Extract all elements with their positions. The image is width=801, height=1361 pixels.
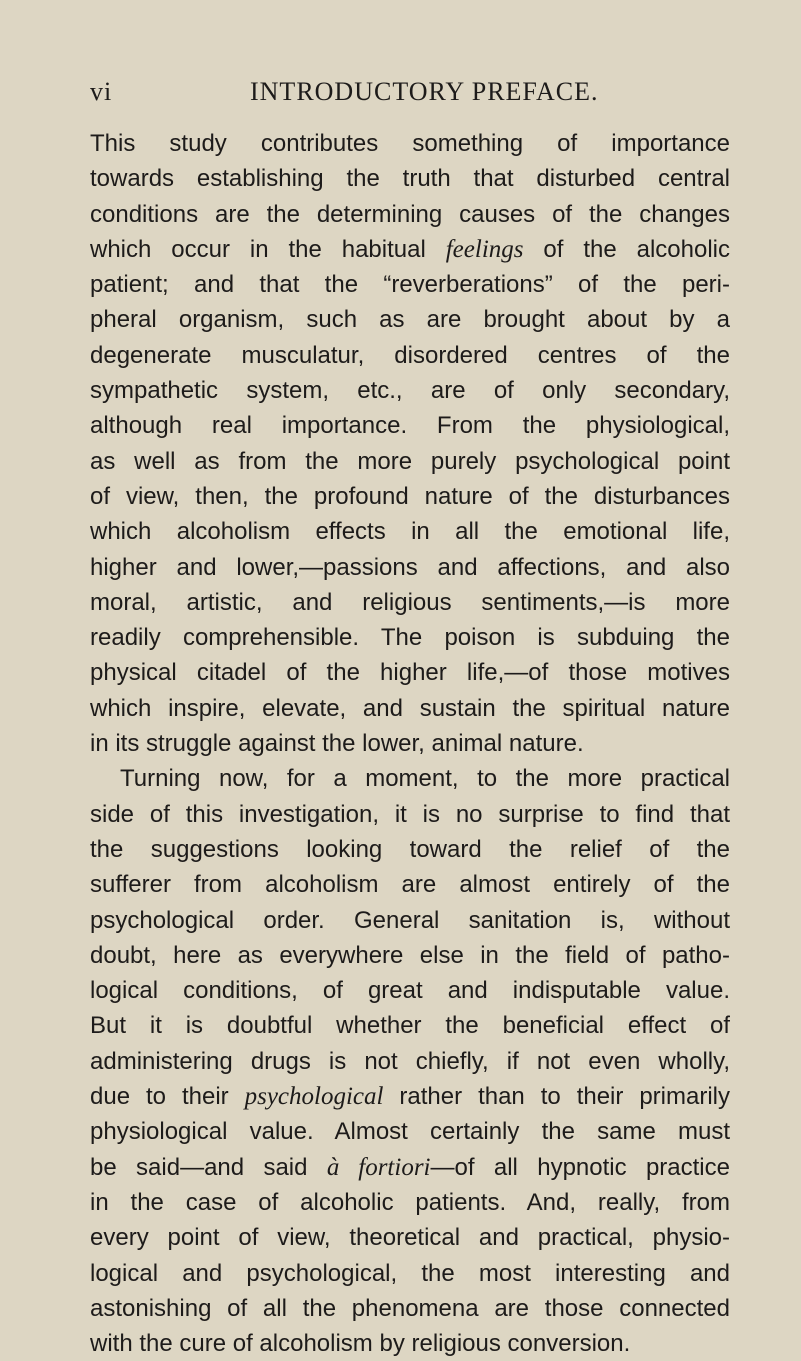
text-line bbox=[90, 938, 730, 973]
text-segment: patient; and that the “reverberations” of the peri- bbox=[90, 271, 730, 299]
text-line bbox=[90, 1185, 730, 1220]
text-segment: degenerate musculatur, disordered centres of the bbox=[90, 341, 730, 369]
text-line bbox=[90, 373, 730, 408]
text-segment: due to their bbox=[90, 1083, 245, 1111]
text-segment: logical conditions, of great and indisputable value. bbox=[90, 977, 730, 1005]
text-segment: of the alcoholic bbox=[523, 235, 730, 263]
text-line bbox=[90, 903, 730, 938]
text-segment: This study contributes something of importance bbox=[90, 130, 730, 157]
text-line bbox=[90, 232, 730, 267]
text-line bbox=[90, 550, 730, 585]
text-segment: rather than to their primarily bbox=[383, 1083, 730, 1111]
text-line bbox=[90, 726, 730, 761]
italic-text: à fortiori bbox=[326, 1153, 431, 1181]
text-line bbox=[90, 1044, 730, 1079]
text-segment: side of this investigation, it is no surprise to find that bbox=[90, 800, 730, 828]
text-line bbox=[90, 1326, 730, 1361]
text-segment: every point of view, theoretical and practical, physio- bbox=[90, 1224, 730, 1252]
text-segment: be said—and said bbox=[90, 1153, 327, 1181]
text-line bbox=[90, 655, 730, 690]
text-line bbox=[90, 197, 730, 232]
text-line bbox=[90, 867, 730, 902]
text-line bbox=[90, 267, 730, 302]
text-segment: higher and lower,—passions and affections, and also bbox=[90, 553, 730, 581]
text-segment: administering drugs is not chiefly, if not even wholly, bbox=[90, 1047, 730, 1075]
text-segment: pheral organism, such as are brought about by a bbox=[90, 306, 730, 334]
page-number: vi bbox=[90, 77, 113, 106]
text-line bbox=[90, 797, 730, 832]
text-line bbox=[90, 479, 730, 514]
text-segment: which occur in the habitual bbox=[90, 235, 446, 263]
text-line bbox=[90, 691, 730, 726]
text-segment: physiological value. Almost certainly the same must bbox=[90, 1118, 730, 1146]
running-head bbox=[90, 77, 730, 109]
text-segment: readily comprehensible. The poison is subduing the bbox=[90, 624, 730, 652]
text-segment: as well as from the more purely psychological point bbox=[90, 447, 730, 475]
text-segment: the suggestions looking toward the relief of the bbox=[90, 835, 730, 863]
running-title: INTRODUCTORY PREFACE. bbox=[250, 77, 599, 106]
italic-text: psychological bbox=[244, 1083, 384, 1111]
text-segment: Turning now, for a moment, to the more practical bbox=[120, 765, 730, 793]
text-line bbox=[90, 1150, 730, 1185]
text-line bbox=[90, 832, 730, 867]
text-line bbox=[90, 761, 730, 796]
text-segment: sympathetic system, etc., are of only secondary, bbox=[90, 377, 730, 405]
text-segment: of view, then, the profound nature of the disturbances bbox=[90, 482, 730, 510]
text-line bbox=[90, 973, 730, 1008]
text-segment: with the cure of alcoholism by religious conversion. bbox=[90, 1330, 631, 1358]
text-line bbox=[90, 1079, 730, 1114]
text-segment: which alcoholism effects in all the emotional life, bbox=[90, 518, 730, 546]
text-segment: in its struggle against the lower, animal nature. bbox=[90, 730, 584, 758]
text-line bbox=[90, 620, 730, 655]
text-line bbox=[90, 126, 730, 161]
text-line bbox=[90, 1114, 730, 1149]
text-segment: But it is doubtful whether the beneficial effect of bbox=[90, 1012, 730, 1040]
text-segment: astonishing of all the phenomena are those connected bbox=[90, 1294, 730, 1322]
text-line bbox=[90, 444, 730, 479]
text-line bbox=[90, 1291, 730, 1326]
text-segment: moral, artistic, and religious sentiments,—is more bbox=[90, 588, 730, 616]
text-line bbox=[90, 161, 730, 196]
text-line bbox=[90, 1256, 730, 1291]
text-segment: towards establishing the truth that disturbed central bbox=[90, 165, 730, 193]
text-segment: doubt, here as everywhere else in the field of patho- bbox=[90, 941, 730, 969]
text-line bbox=[90, 585, 730, 620]
text-segment: in the case of alcoholic patients. And, really, from bbox=[90, 1188, 730, 1216]
text-line bbox=[90, 302, 730, 337]
text-segment: logical and psychological, the most interesting and bbox=[90, 1259, 730, 1287]
text-line bbox=[90, 338, 730, 373]
text-segment: physical citadel of the higher life,—of those motives bbox=[90, 659, 730, 687]
text-segment: although real importance. From the physiological, bbox=[90, 412, 730, 440]
body-text bbox=[90, 126, 730, 1361]
text-segment: conditions are the determining causes of the changes bbox=[90, 200, 730, 228]
text-segment: which inspire, elevate, and sustain the spiritual nature bbox=[90, 694, 730, 722]
text-segment: —of all hypnotic practice bbox=[430, 1153, 730, 1181]
text-line bbox=[90, 514, 730, 549]
text-segment: sufferer from alcoholism are almost entirely of the bbox=[90, 871, 730, 899]
text-line bbox=[90, 408, 730, 443]
italic-text: feelings bbox=[445, 235, 524, 263]
text-line bbox=[90, 1220, 730, 1255]
text-line bbox=[90, 1008, 730, 1043]
text-segment: psychological order. General sanitation is, without bbox=[90, 906, 730, 934]
